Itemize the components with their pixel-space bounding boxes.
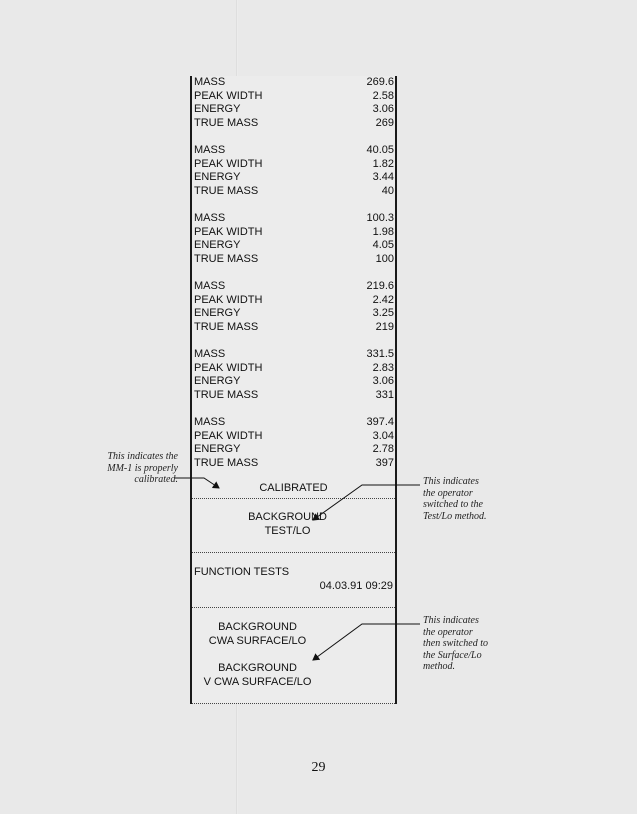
true-mass-row: TRUE MASS 40: [194, 184, 394, 197]
mass-row: MASS 397.4: [194, 416, 394, 428]
peak-width-row: PEAK WIDTH 2.83: [194, 361, 394, 374]
energy-row: ENERGY 3.44: [194, 171, 394, 184]
surface-lo-arrow: [313, 624, 420, 660]
test-lo-text: TEST/LO: [264, 525, 311, 537]
energy-row: ENERGY 3.06: [194, 375, 394, 388]
calibrated-text: CALIBRATED: [259, 482, 328, 494]
background-test-text: BACKGROUND: [248, 511, 327, 523]
mass-row: MASS 100.3: [194, 212, 394, 224]
true-mass-row: TRUE MASS 100: [194, 252, 394, 265]
peak-width-row: PEAK WIDTH 3.04: [194, 429, 394, 442]
mass-row: MASS 331.5: [194, 348, 394, 360]
calibrated-note: This indicates the MM-1 is properly calibrated.: [107, 451, 178, 485]
v-cwa-surface-lo-text: V CWA SURFACE/LO: [203, 676, 312, 688]
test-lo-note: This indicates the operator switched to the Test/Lo method.: [423, 476, 487, 522]
datetime-text: 04.03.91 09:29: [319, 580, 393, 592]
true-mass-row: TRUE MASS 331: [194, 388, 394, 401]
mass-row: MASS 40.05: [194, 144, 394, 156]
peak-width-row: PEAK WIDTH 1.98: [194, 225, 394, 238]
mass-row: MASS 269.6: [194, 76, 394, 88]
energy-row: ENERGY 2.78: [194, 443, 394, 456]
true-mass-row: TRUE MASS 219: [194, 320, 394, 333]
mass-row: MASS 219.6: [194, 280, 394, 292]
background-surface-text: BACKGROUND: [218, 621, 297, 633]
cwa-surface-lo-text: CWA SURFACE/LO: [208, 635, 307, 647]
background-v-surface-text: BACKGROUND: [218, 662, 297, 674]
energy-row: ENERGY 4.05: [194, 239, 394, 252]
energy-row: ENERGY 3.06: [194, 103, 394, 116]
function-tests-text: FUNCTION TESTS: [194, 566, 290, 578]
page-number: 29: [311, 760, 326, 775]
calibrated-arrow: [175, 478, 219, 488]
true-mass-row: TRUE MASS 397: [194, 456, 394, 469]
peak-width-row: PEAK WIDTH 2.42: [194, 293, 394, 306]
peak-width-row: PEAK WIDTH 2.58: [194, 89, 394, 102]
peak-width-row: PEAK WIDTH 1.82: [194, 157, 394, 170]
test-lo-arrow: [313, 485, 420, 520]
surface-lo-note: This indicates the operator then switched to the Surface/Lo method.: [423, 615, 488, 672]
energy-row: ENERGY 3.25: [194, 307, 394, 320]
true-mass-row: TRUE MASS 269: [194, 116, 394, 129]
